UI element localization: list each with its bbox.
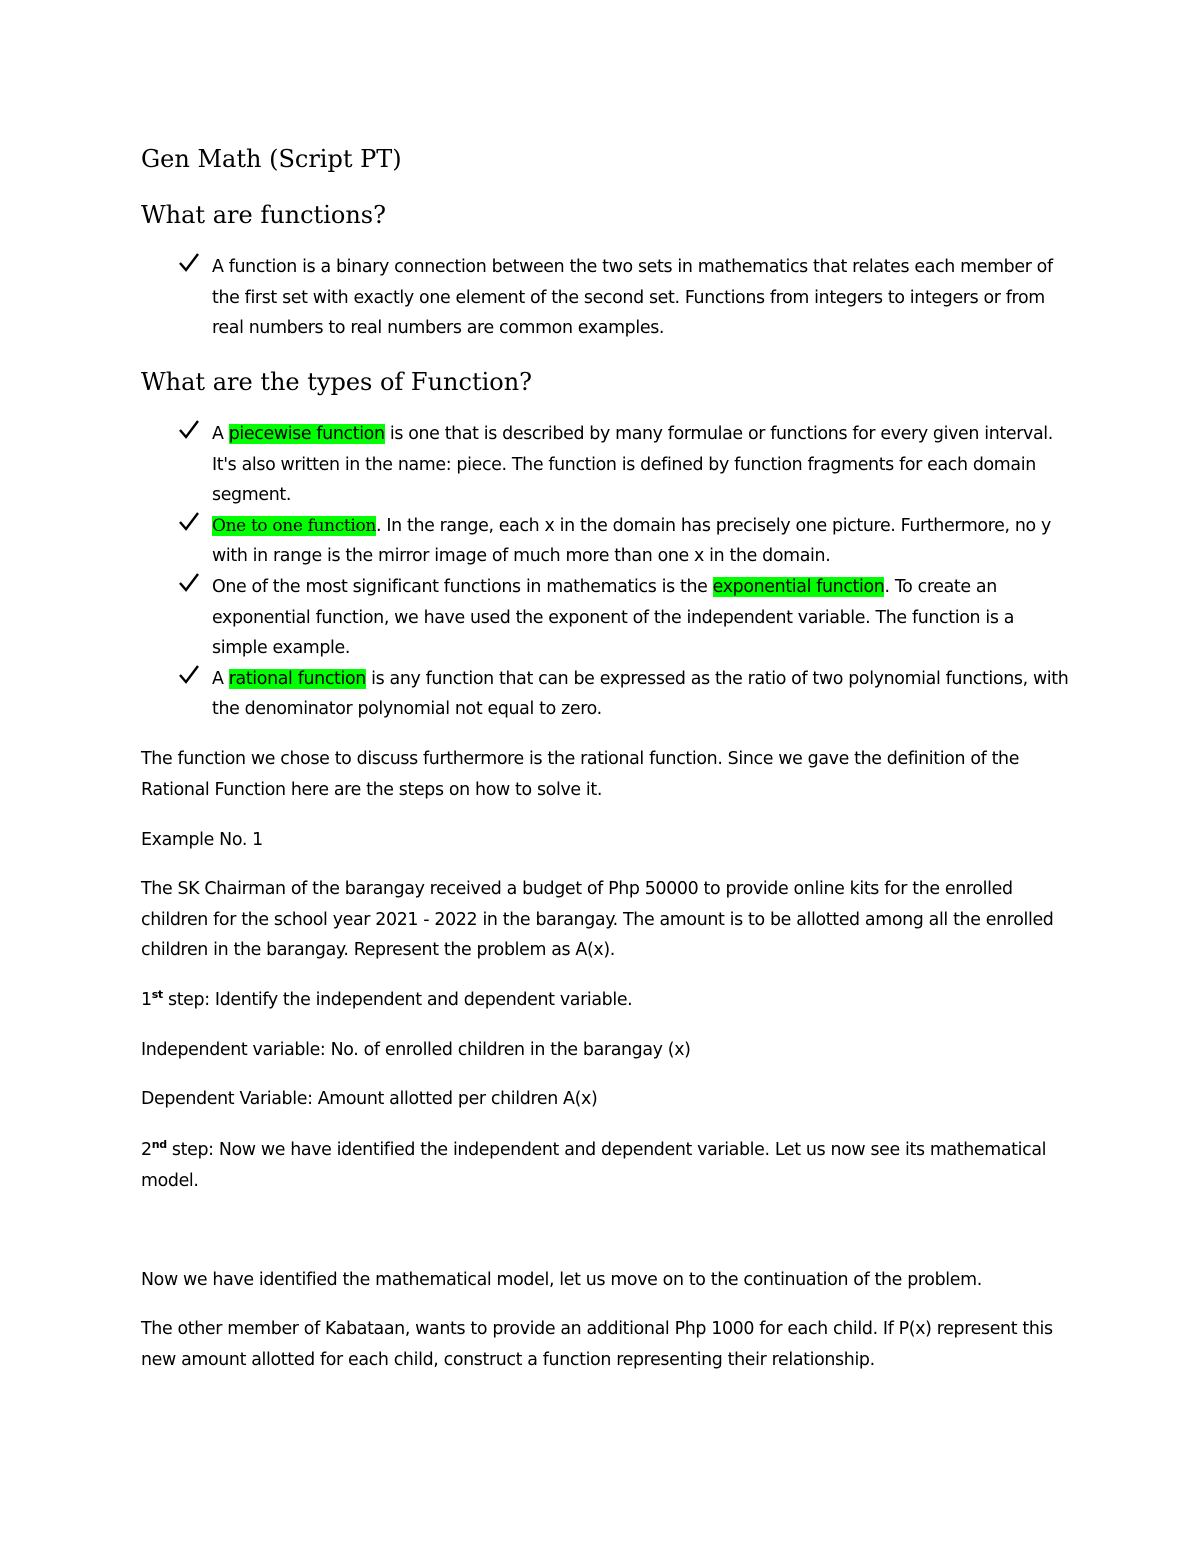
checkmark-icon — [178, 419, 200, 441]
document-title: Gen Math (Script PT) — [141, 145, 402, 173]
independent-variable-line: Independent variable: No. of enrolled children in the barangay (x) — [141, 1040, 691, 1060]
list-item-text: . To create an exponential function, we have used the exponent of the independent variable. The function is a simple example. — [212, 576, 1015, 659]
continuation-paragraph: Now we have identified the mathematical model, let us move on to the continuation of the problem. — [141, 1270, 982, 1290]
example-label: Example No. 1 — [141, 830, 263, 850]
step-number: 2 — [141, 1140, 152, 1160]
list-item-text: is any function that can be expressed as the ratio of two polynomial functions, with the denominator polynomial not equal to zero. — [212, 668, 1069, 720]
list-item-exponential — [0, 572, 1070, 664]
checkmark-icon — [178, 664, 200, 686]
function-types-list — [0, 419, 1200, 725]
dependent-variable-line: Dependent Variable: Amount allotted per children A(x) — [141, 1089, 598, 1109]
list-item-one-to-one — [0, 511, 1070, 572]
highlighted-term: piecewise function — [228, 424, 385, 444]
list-item-text: . In the range, each x in the domain has precisely one picture. Furthermore, no y with in range is the mirror image of much more than one x in the domain. — [212, 515, 1051, 567]
ordinal-suffix: st — [151, 988, 163, 1002]
functions-definition-list — [0, 252, 1200, 344]
intro-paragraph: The function we chose to discuss furthermore is the rational function. Since we gave the definition of the Rational Function here are the steps on how to solve it. — [141, 749, 1020, 800]
highlighted-term: rational function — [228, 668, 366, 689]
list-item-rational — [0, 664, 1070, 725]
step-text: step: Identify the independent and dependent variable. — [162, 990, 633, 1010]
step-1-paragraph — [141, 985, 1071, 1016]
step-2-paragraph — [141, 1135, 1071, 1196]
list-item-prefix: A — [212, 668, 229, 689]
list-item-text: is one that is described by many formulae or functions for every given interval. It's also written in the name: piece. The function is defined by function fragments for each domain segment. — [212, 424, 1053, 506]
ordinal-suffix: nd — [151, 1138, 167, 1152]
example-problem-paragraph: The SK Chairman of the barangay received a budget of Php 50000 to provide online kits for the enrolled children for the school year 2021 - 2022 in the barangay. The amount is to be allotted among all the enrolled children in the barangay. Represent the problem as A(x). — [141, 879, 1054, 961]
checkmark-icon — [178, 572, 200, 594]
checkmark-icon — [178, 252, 200, 274]
step-text: step: Now we have identified the independent and dependent variable. Let us now see its mathematical model. — [141, 1140, 1047, 1191]
checkmark-icon — [178, 511, 200, 533]
list-item-text: A function is a binary connection between the two sets in mathematics that relates each member of the first set with exactly one element of the second set. Functions from integers to integers or from real numbers to real numbers are common examples. — [212, 257, 1053, 339]
list-item-prefix: A — [212, 424, 229, 444]
heading-types-of-function: What are the types of Function? — [141, 368, 533, 396]
highlighted-term: exponential function — [712, 576, 885, 597]
heading-what-are-functions: What are functions? — [141, 201, 386, 229]
list-item-prefix: One of the most significant functions in mathematics is the — [212, 576, 713, 597]
final-paragraph: The other member of Kabataan, wants to provide an additional Php 1000 for each child. If P(x) represent this new amount allotted for each child, construct a function representing their relationship. — [141, 1319, 1053, 1370]
list-item — [0, 252, 1070, 344]
step-number: 1 — [141, 990, 152, 1010]
list-item-piecewise — [0, 419, 1070, 511]
highlighted-term: One to one function — [212, 515, 376, 536]
